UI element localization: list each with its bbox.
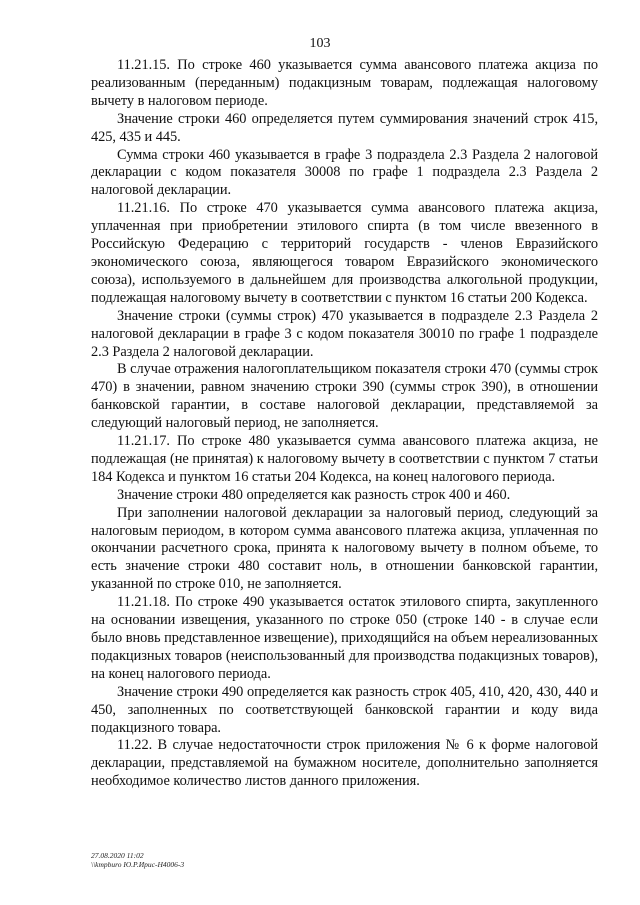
- paragraph-11-21-17: 11.21.17. По строке 480 указывается сумма авансового платежа акциза, не подлежащая (не принятая) к налоговому вычету в соответствии с пунктом 7 статьи 184 Кодекса и пунктом 16 статьи 204 Кодекса, на конец налогового периода.: [91, 433, 598, 485]
- page-number: 103: [309, 36, 331, 51]
- footer-date: 27.08.2020 11:02: [91, 851, 144, 860]
- paragraph-11-21-18: 11.21.18. По строке 490 указывается остаток этилового спирта, закупленного на основании извещения, указанного по строке 050 (строке 140 - в случае если было вновь представленное извещение), приходящийся на объем нереализованных подакцизных товаров (неиспользованный для производства подакцизных товаров), на конец налогового периода.: [91, 594, 598, 682]
- paragraph-11-22: 11.22. В случае недостаточности строк приложения № 6 к форме налоговой декларации, представляемой на бумажном носителе, дополнительно заполняется необходимое количество листов данного приложения.: [91, 737, 598, 790]
- paragraph: Значение строки 490 определяется как разность строк 405, 410, 420, 430, 440 и 450, заполненных по соответствующей банковской гарантии и коду вида подакцизного товара.: [91, 683, 598, 736]
- print-footer: [91, 851, 184, 869]
- paragraph: В случае отражения налогоплательщиком показателя строки 470 (суммы строк 470) в значении, равном значению строки 390 (суммы строк 390), в отношении банковской гарантии, в составе налоговой декларации, представляемой за следующий налоговый период, не заполняется.: [91, 361, 598, 432]
- paragraph: Значение строки 460 определяется путем суммирования значений строк 415, 425, 435 и 445.: [91, 110, 598, 145]
- footer-path: \\kmpburo Ю.Р.Ирис-Н4006-3: [91, 860, 185, 869]
- document-body: [91, 57, 598, 791]
- paragraph: Значение строки 480 определяется как разность строк 400 и 460.: [117, 486, 511, 503]
- paragraph-11-21-16: 11.21.16. По строке 470 указывается сумма авансового платежа акциза, уплаченная при приобретении этилового спирта (в том числе ввезенного в Российскую Федерацию с территорий государств - членов Евразийского экономического союза, являющегося товаром Евразийского экономического союза), используемого в дальнейшем для производства алкогольной продукции, подлежащая налоговому вычету в соответствии с пунктом 16 статьи 200 Кодекса.: [91, 200, 598, 306]
- paragraph-11-21-15: 11.21.15. По строке 460 указывается сумма авансового платежа акциза по реализованным (переданным) подакцизным товарам, подлежащая налоговому вычету в налоговом периоде.: [91, 57, 598, 109]
- paragraph: Значение строки (суммы строк) 470 указывается в подразделе 2.3 Раздела 2 налоговой декларации в графе 3 с кодом показателя 30010 по графе 1 подразделе 2.3 Раздела 2 налоговой декларации.: [91, 307, 598, 360]
- paragraph: При заполнении налоговой декларации за налоговый период, следующий за налоговым периодом, в котором сумма авансового платежа акциза, уплаченная по окончании расчетного срока, принята к налоговому вычету в полном объеме, то есть значение строки 480 составит ноль, в отношении банковской гарантии, указанной по строке 010, не заполняется.: [91, 504, 598, 593]
- paragraph: Сумма строки 460 указывается в графе 3 подраздела 2.3 Раздела 2 налоговой декларации с кодом показателя 30008 по графе 1 подраздела 2.3 Раздела 2 налоговой декларации.: [91, 146, 598, 199]
